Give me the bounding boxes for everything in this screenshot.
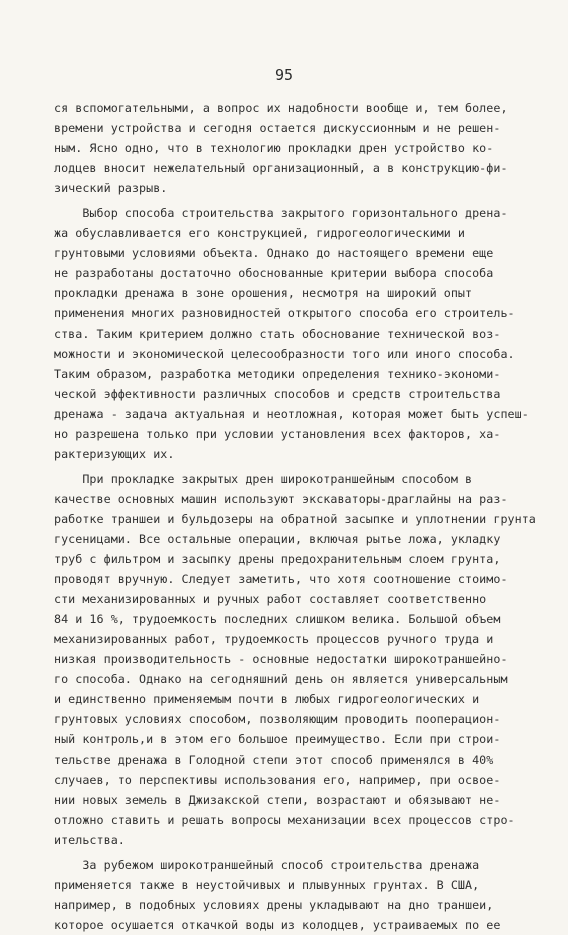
paragraph xyxy=(54,203,534,464)
text-line: зический разрыв. xyxy=(54,181,168,196)
text-line: но разрешена только при условии установления всех факторов, ха- xyxy=(54,426,501,441)
text-line: механизированных работ, трудоемкость процессов ручного труда и xyxy=(54,632,494,647)
text-line: При прокладке закрытых дрен широкотраншейным способом в xyxy=(54,471,473,486)
text-line: сти механизированных и ручных работ составляет соответственно xyxy=(54,592,487,607)
text-line: качестве основных машин используют экскаваторы-драглайны на раз- xyxy=(54,491,508,506)
text-line: рактеризующих их. xyxy=(54,446,175,461)
text-line: можности и экономической целесообразности того или иного способа. xyxy=(54,346,515,361)
paragraph xyxy=(54,469,534,850)
text-line: прокладки дренажа в зоне орошения, несмотря на широкий опыт xyxy=(54,286,473,301)
text-line: которое осушается откачкой воды из колодцев, устраиваемых по ее xyxy=(54,917,501,932)
text-line: ным. Ясно одно, что в технологию прокладки дрен устройство ко- xyxy=(54,141,494,156)
text-line: ства. Таким критерием должно стать обоснование технической воз- xyxy=(54,326,501,341)
text-line: грунтовыми условиями объекта. Однако до настоящего времени еще xyxy=(54,246,494,261)
text-line: труб с фильтром и засыпку дрены предохранительным слоем грунта, xyxy=(54,552,501,567)
text-line: ный контроль,и в этом его большое преимущество. Если при строи- xyxy=(54,732,501,747)
text-line: ительства. xyxy=(54,832,125,847)
text-line: За рубежом широкотраншейный способ строительства дренажа xyxy=(54,857,480,872)
text-line: нии новых земель в Джизакской степи, возрастают и обязывают не- xyxy=(54,792,501,807)
text-line: дренажа - задача актуальная и неотложная, которая может быть успеш- xyxy=(54,406,529,421)
text-line: грунтовых условиях способом, позволяющим проводить пооперацион- xyxy=(54,712,501,727)
text-line: применяется также в неустойчивых и плывунных грунтах. В США, xyxy=(54,877,480,892)
text-line: работке траншеи и бульдозеры на обратной засыпке и уплотнении грунта xyxy=(54,511,536,526)
paragraph xyxy=(54,98,534,198)
text-line: например, в подобных условиях дрены укладывают на дно траншеи, xyxy=(54,897,494,912)
paragraph xyxy=(54,855,534,935)
text-line: Выбор способа строительства закрытого горизонтального дрена- xyxy=(54,206,508,221)
text-line: применения многих разновидностей открытого способа его строитель- xyxy=(54,306,515,321)
page-number: 95 xyxy=(274,66,294,84)
text-line: низкая производительность - основные недостатки широкотраншейно- xyxy=(54,652,508,667)
text-line: проводят вручную. Следует заметить, что хотя соотношение стоимо- xyxy=(54,572,508,587)
body-text xyxy=(54,98,534,935)
text-line: лодцев вносит нежелательный организационный, а в конструкцию-фи- xyxy=(54,161,508,176)
text-line: ся вспомогательными, а вопрос их надобности вообще и, тем более, xyxy=(54,101,508,115)
text-line: гусеницами. Все остальные операции, включая рытье ложа, укладку xyxy=(54,531,501,546)
text-line: случаев, то перспективы использования его, например, при освое- xyxy=(54,772,501,787)
text-line: 84 и 16 %, трудоемкость последних слишком велика. Большой объем xyxy=(54,612,501,627)
text-line: жа обуславливается его конструкцией, гидрогеологическими и xyxy=(54,226,466,241)
text-line: го способа. Однако на сегодняшний день он является универсальным xyxy=(54,672,508,687)
text-line: и единственно применяемым почти в любых гидрогеологических и xyxy=(54,692,480,707)
text-line: ческой эффективности различных способов и средств строительства xyxy=(54,386,501,401)
text-line: времени устройства и сегодня остается дискуссионным и не решен- xyxy=(54,121,501,136)
text-line: отложно ставить и решать вопросы механизации всех процессов стро- xyxy=(54,812,515,827)
text-line: тельстве дренажа в Голодной степи этот способ применялся в 40% xyxy=(54,752,494,767)
text-line: Таким образом, разработка методики определения технико-экономи- xyxy=(54,366,501,381)
text-line: не разработаны достаточно обоснованные критерии выбора способа xyxy=(54,266,494,281)
